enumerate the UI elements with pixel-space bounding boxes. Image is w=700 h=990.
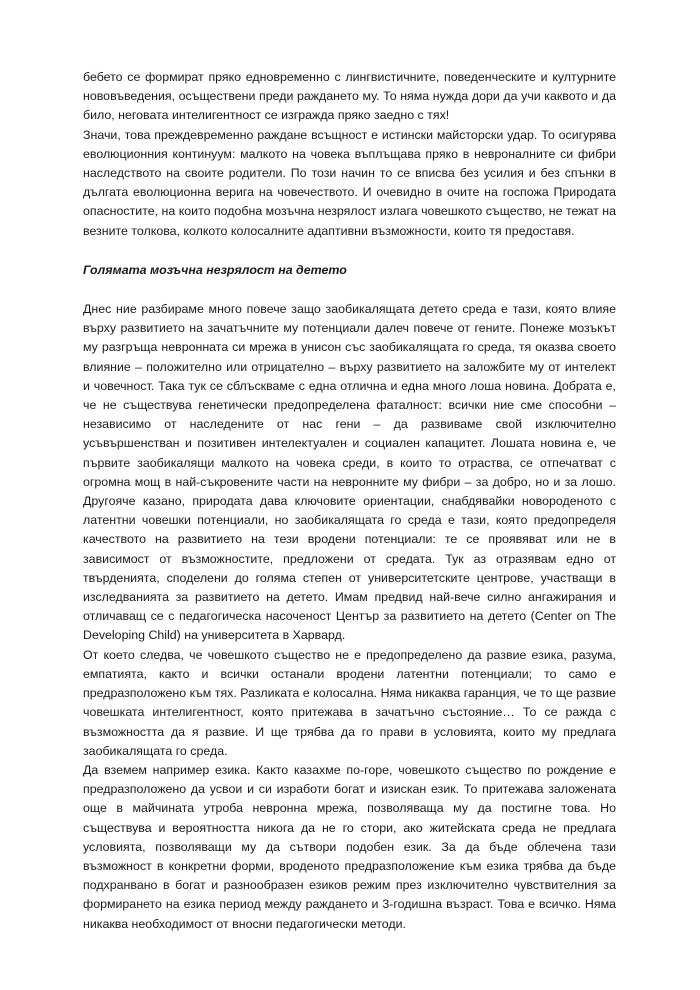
paragraph-language-example: Да вземем например езика. Както казахме по-горе, човешкото същество по рождение е предразположено да усвои и си изработи богат и изискан език. То притежава заложената още в майчината утроба невронна мрежа, позволяваща му да постигне това. Но съществува и вероятността никога да не го стори, ако житейската среда не предлага условията, позволяващи му да сътвори подобен език. За да бъде облечена тази възможност в конкретни форми, вроденото предразположение към езика трябва да бъде подхранвано в богат и разнообразен езиков режим през изключително чувствителния за формирането на езика период между раждането и 3-годишна възраст. Това е всичко. Няма никаква необходимост от вносни педагогически методи. (83, 762, 616, 931)
paragraph-continued: бебето се формират пряко едновременно с лингвистичните, поведенческите и културните нововъведения, осъществени преди раждането му. То няма нужда дори да учи каквото и да било, неговата интелигентност се изгражда пряко заедно с тях! (83, 70, 616, 123)
paragraph-environment: Днес ние разбираме много повече защо заобикалящата детето среда е тази, която влияе върху развитието на зачатъчните му потенциали далеч повече от гените. Понеже мозъкът му разгръща невронната си мрежа в унисон със заобикалящата го среда, тя оказва своето влияние – положително или отрицателно – върху развитието на заложбите му от интелект и човечност. Така тук се сблъскваме с една отлична и една много лоша новина. Добрата е, че не съществува генетически предопределена фаталност: всички ние сме способни – независимо от наследените от нас гени – да развиваме свой изключително усъвършенстван и позитивен интелектуален и социален капацитет. Лошата новина е, че първите заобикалящи малкото на човека среди, в които то отраства, се отпечатват с огромна мощ в най-съкровените части на невронните му фибри – за добро, но и за лошо. Другояче казано, природата дава ключовите ориентации, снабдявайки новороденото с латентни човешки потенциали, но заобикалящата го среда е тази, която предопределя качеството на развитието на тези вродени потенциали: те се проявяват или не в зависимост от възможностите, предложени от средата. Тук аз отразявам едно от твърденията, споделени до голяма степен от университетските центрове, участващи в изследванията за развитието на детето. Имам предвид най-вече силно ангажирания и отличаващ се с педагогическа насоченост Център за развитието на детето (Center on The Developing Child) на университета в Харвард. (83, 302, 616, 643)
section-heading: Голямата мозъчна незрялост на детето (83, 262, 347, 277)
paragraph-premature-birth: Значи, това преждевременно раждане всъщност е истински майсторски удар. То осигурява еволюционния континуум: малкото на човека въплъщава пряко в невроналните си фибри наследството на своите родители. По този начин то се вписва без усилия и без спънки в дългата еволюционна верига на човечеството. И очевидно в очите на госпожа Природата опасностите, на които подобна мозъчна незрялост излага човешкото същество, не тежат на везните толкова, колкото колосалните адаптивни възможности, които тя предоставя. (83, 127, 616, 238)
paragraph-predisposition: От което следва, че човешкото същество не е предопределено да развие езика, разума, емпатията, както и всички останали вродени латентни потенциали; то само е предразположено към тях. Разликата е колосална. Няма никаква гаранция, че то ще развие човешката интелигентност, която притежава в зачатъчно състояние… То се ражда с възможността да я развие. И ще трябва да го прави в условията, които му предлага заобикалящата го среда. (83, 647, 616, 758)
document-page (83, 68, 616, 934)
